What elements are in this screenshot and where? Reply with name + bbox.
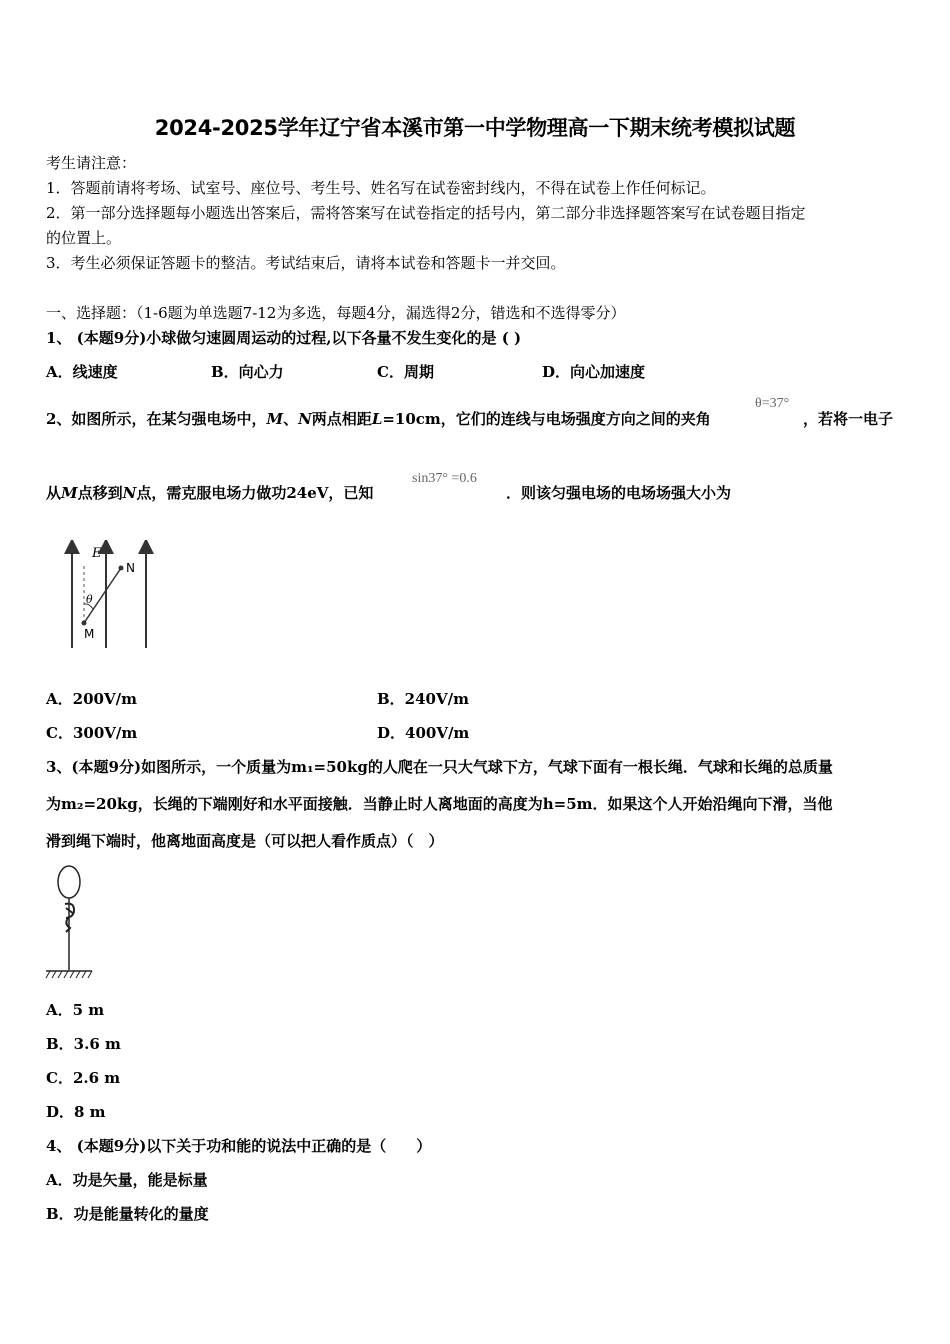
q2-point-n: N (298, 410, 312, 428)
q3-option-d: D．8 m (46, 1103, 106, 1121)
q2-text-2b: 点移到 (77, 484, 123, 502)
q1-option-a: A．线速度 (46, 363, 118, 381)
q2-text-2c: 点，需克服电场力做功24eV，已知 (136, 484, 374, 502)
q2-option-b: B．240V/m (377, 690, 469, 708)
balloon-shape (58, 866, 80, 898)
notice-heading: 考生请注意： (46, 154, 137, 172)
point-m-dot (82, 621, 87, 626)
q1-option-c: C．周期 (377, 363, 434, 381)
label-m: M (84, 627, 95, 641)
q2-separator: 、 (283, 410, 299, 428)
balloon-figure (44, 862, 96, 980)
q4-option-a: A．功是矢量，能是标量 (46, 1171, 208, 1189)
q1-option-b: B．向心力 (211, 363, 284, 381)
q2-text-1b: 两点相距 (311, 410, 372, 428)
q4-option-b: B．功是能量转化的量度 (46, 1205, 209, 1223)
point-n-dot (119, 566, 124, 571)
q2-text-2d: ．则该匀强电场的电场场强大小为 (506, 484, 732, 502)
label-theta: θ (86, 593, 93, 606)
q2-text-1d: ，若将一电子 (803, 410, 894, 428)
electric-field-figure (60, 540, 160, 652)
q2-text-1a: 2、如图所示，在某匀强电场中， (46, 410, 267, 428)
q2-sin-formula: sin37° =0.6 (412, 471, 477, 486)
q2-point-n-2: N (122, 484, 137, 502)
q1-option-d: D．向心加速度 (542, 363, 646, 381)
q1-stem: 1、 (本题9分)小球做匀速圆周运动的过程,以下各量不发生变化的是 ( ) (46, 329, 522, 347)
q2-point-m: M (266, 410, 284, 428)
q2-point-m-2: M (61, 484, 78, 502)
q2-option-d: D．400V/m (377, 724, 470, 742)
q2-theta-formula: θ=37° (755, 396, 790, 411)
q2-option-c: C．300V/m (46, 724, 138, 742)
notice-item-1: 1．答题前请将考场、试室号、座位号、考生号、姓名写在试卷密封线内，不得在试卷上作任何标记。 (46, 179, 716, 197)
page-title: 2024-2025学年辽宁省本溪市第一中学物理高一下期末统考模拟试题 (154, 116, 796, 140)
q3-line-2: 为m₂=20kg，长绳的下端刚好和水平面接触．当静止时人离地面的高度为h=5m．如果这个人开始沿绳向下滑，当他 (46, 795, 833, 813)
q3-line-3: 滑到绳下端时，他离地面高度是（可以把人看作质点）（ ） (46, 832, 444, 850)
q2-line-1 (46, 408, 711, 429)
q2-option-a: A．200V/m (46, 690, 137, 708)
q2-text-1c: =10cm，它们的连线与电场强度方向之间的夹角 (382, 410, 711, 428)
ground-hatching (46, 971, 92, 978)
notice-item-3: 3．考生必须保证答题卡的整洁。考试结束后，请将本试卷和答题卡一并交回。 (46, 254, 566, 272)
q2-text-2a: 从 (46, 484, 62, 502)
q3-option-a: A．5 m (46, 1001, 105, 1019)
q2-length-l: L (371, 410, 383, 428)
q2-line-2 (46, 482, 373, 503)
notice-item-2: 2．第一部分选择题每小题选出答案后，需将答案写在试卷指定的括号内，第二部分非选择题答案写在试卷题目指定 (46, 204, 806, 222)
q3-option-b: B．3.6 m (46, 1035, 121, 1053)
q3-option-c: C．2.6 m (46, 1069, 121, 1087)
label-n: N (126, 561, 135, 575)
label-e: E (92, 546, 102, 561)
section-heading: 一、选择题：（1-6题为单选题7-12为多选，每题4分，漏选得2分，错选和不选得零分） (46, 304, 626, 322)
notice-item-2-cont: 的位置上。 (46, 229, 122, 247)
q3-line-1: 3、(本题9分)如图所示，一个质量为m₁=50kg的人爬在一只大气球下方，气球下面有一根长绳．气球和长绳的总质量 (46, 758, 833, 776)
q4-stem: 4、 (本题9分)以下关于功和能的说法中正确的是（ ） (46, 1137, 432, 1155)
